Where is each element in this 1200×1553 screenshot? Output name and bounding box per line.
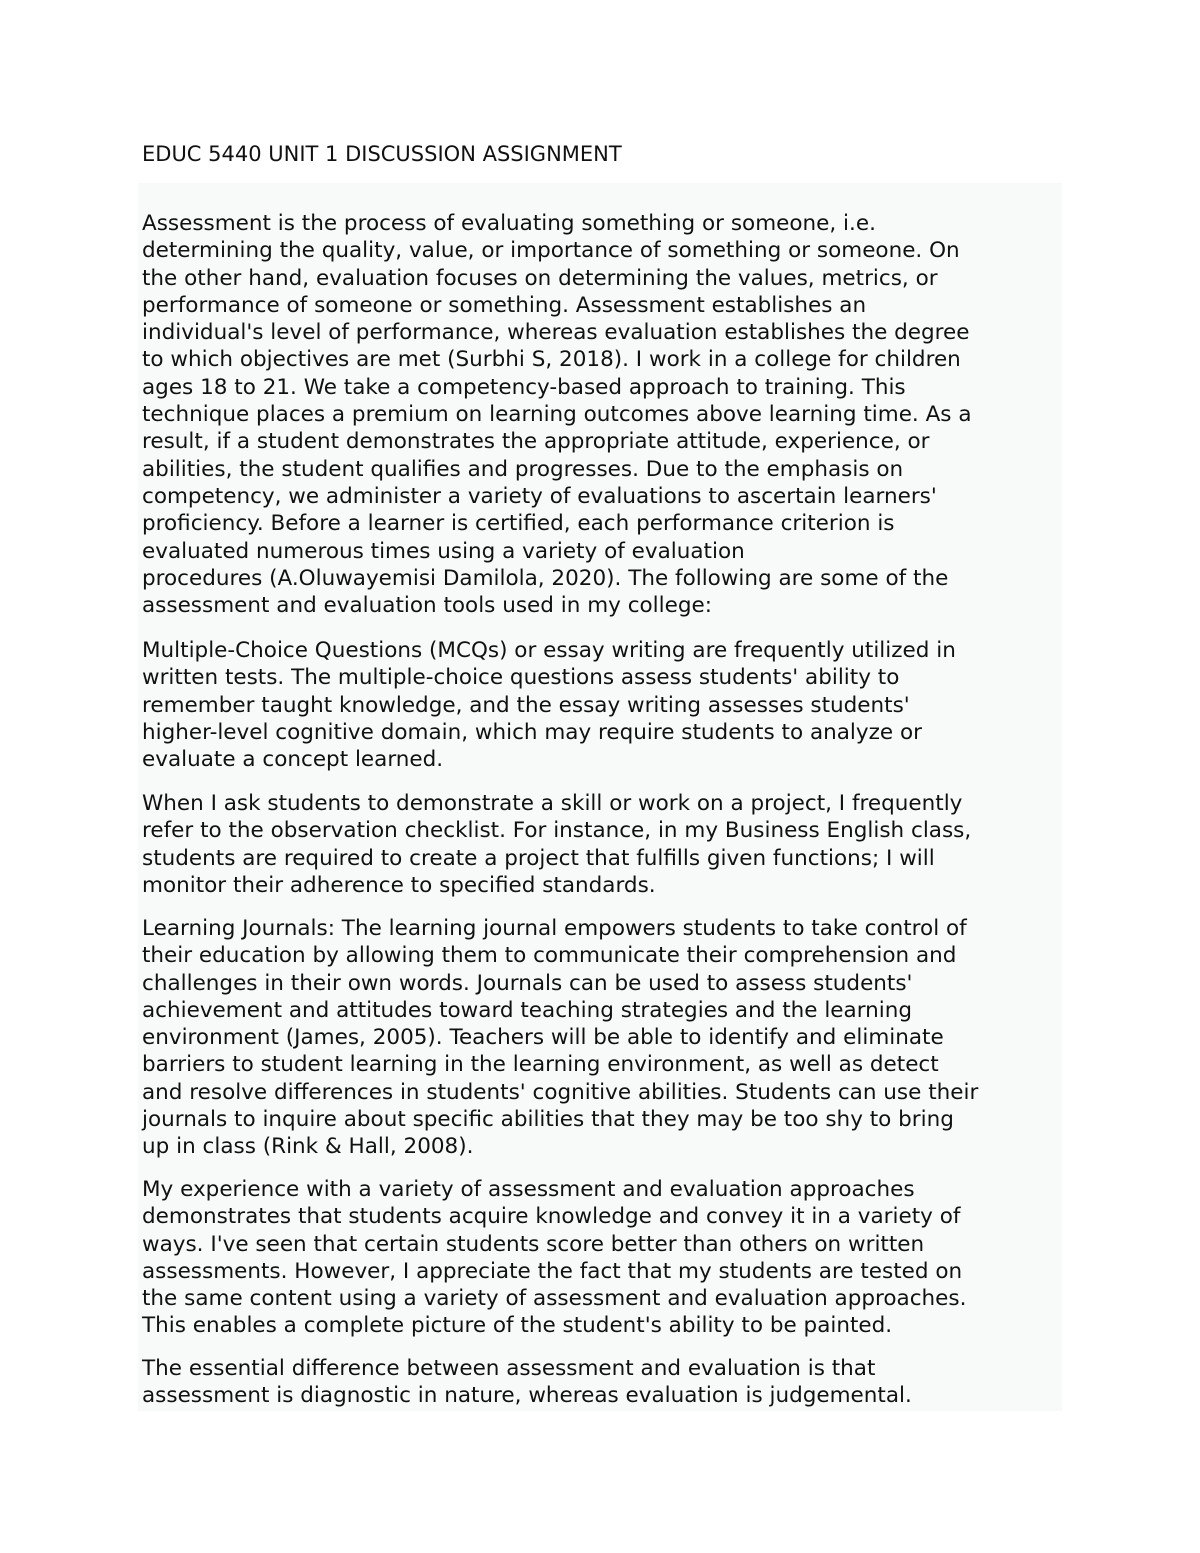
text-line: competency, we administer a variety of evaluations to ascertain learners' [142, 483, 937, 509]
text-line: up in class (Rink & Hall, 2008). [142, 1134, 474, 1160]
text-line: Assessment is the process of evaluating something or someone, i.e. [142, 211, 876, 236]
text-line: result, if a student demonstrates the appropriate attitude, experience, or [142, 429, 930, 455]
text-line: remember taught knowledge, and the essay writing assesses students' [142, 692, 910, 718]
text-line: higher-level cognitive domain, which may require students to analyze or [142, 719, 922, 745]
text-line: assessment and evaluation tools used in my college: [142, 593, 712, 619]
text-line: evaluate a concept learned. [142, 747, 444, 773]
text-line: assessments. However, I appreciate the fact that my students are tested on [142, 1258, 963, 1284]
text-line: determining the quality, value, or importance of something or someone. On [142, 238, 960, 264]
text-line: the same content using a variety of assessment and evaluation approaches. [142, 1286, 967, 1312]
text-line: to which objectives are met (Surbhi S, 2018). I work in a college for children [142, 347, 961, 373]
text-line: ages 18 to 21. We take a competency-based approach to training. This [142, 374, 906, 400]
text-line: The essential difference between assessment and evaluation is that [142, 1356, 876, 1381]
text-line: technique places a premium on learning outcomes above learning time. As a [142, 402, 972, 428]
text-line: Learning Journals: The learning journal empowers students to take control of [142, 916, 967, 941]
paragraph-definitions [142, 210, 972, 619]
text-line: This enables a complete picture of the student's ability to be painted. [142, 1313, 893, 1339]
paragraph-conclusion [142, 1355, 912, 1410]
text-line: Multiple-Choice Questions (MCQs) or essay writing are frequently utilized in [142, 638, 956, 663]
text-line: performance of someone or something. Assessment establishes an [142, 292, 867, 318]
text-line: challenges in their own words. Journals can be used to assess students' [142, 970, 913, 996]
paragraph-experience [142, 1176, 966, 1340]
paragraph-learning-journals [142, 915, 978, 1161]
text-line: environment (James, 2005). Teachers will be able to identify and eliminate [142, 1025, 944, 1051]
text-line: the other hand, evaluation focuses on determining the values, metrics, or [142, 265, 938, 291]
text-line: proficiency. Before a learner is certified, each performance criterion is [142, 511, 895, 537]
text-line: assessment is diagnostic in nature, whereas evaluation is judgemental. [142, 1383, 912, 1409]
document-body [138, 183, 1062, 1411]
text-line: demonstrates that students acquire knowledge and convey it in a variety of [142, 1204, 961, 1230]
text-line: monitor their adherence to specified standards. [142, 872, 656, 898]
text-line: their education by allowing them to communicate their comprehension and [142, 943, 957, 969]
text-line: barriers to student learning in the learning environment, as well as detect [142, 1052, 939, 1078]
text-line: journals to inquire about specific abilities that they may be too shy to bring [142, 1107, 954, 1133]
paragraph-mcq [142, 637, 956, 773]
text-line: achievement and attitudes toward teaching strategies and the learning [142, 997, 913, 1023]
text-line: ways. I've seen that certain students score better than others on written [142, 1231, 925, 1257]
text-line: and resolve differences in students' cognitive abilities. Students can use their [142, 1079, 979, 1105]
text-line: students are required to create a project that fulfills given functions; I will [142, 845, 935, 871]
text-line: refer to the observation checklist. For instance, in my Business English class, [142, 818, 972, 844]
text-line: My experience with a variety of assessment and evaluation approaches [142, 1177, 915, 1202]
paragraph-observation-checklist [142, 790, 971, 899]
text-line: abilities, the student qualifies and progresses. Due to the emphasis on [142, 456, 904, 482]
text-line: written tests. The multiple-choice questions assess students' ability to [142, 665, 900, 691]
document-title: EDUC 5440 UNIT 1 DISCUSSION ASSIGNMENT [142, 142, 622, 166]
text-line: individual's level of performance, whereas evaluation establishes the degree [142, 320, 970, 346]
text-line: evaluated numerous times using a variety of evaluation [142, 538, 745, 564]
text-line: procedures (A.Oluwayemisi Damilola, 2020). The following are some of the [142, 565, 949, 591]
text-line: When I ask students to demonstrate a skill or work on a project, I frequently [142, 791, 963, 816]
